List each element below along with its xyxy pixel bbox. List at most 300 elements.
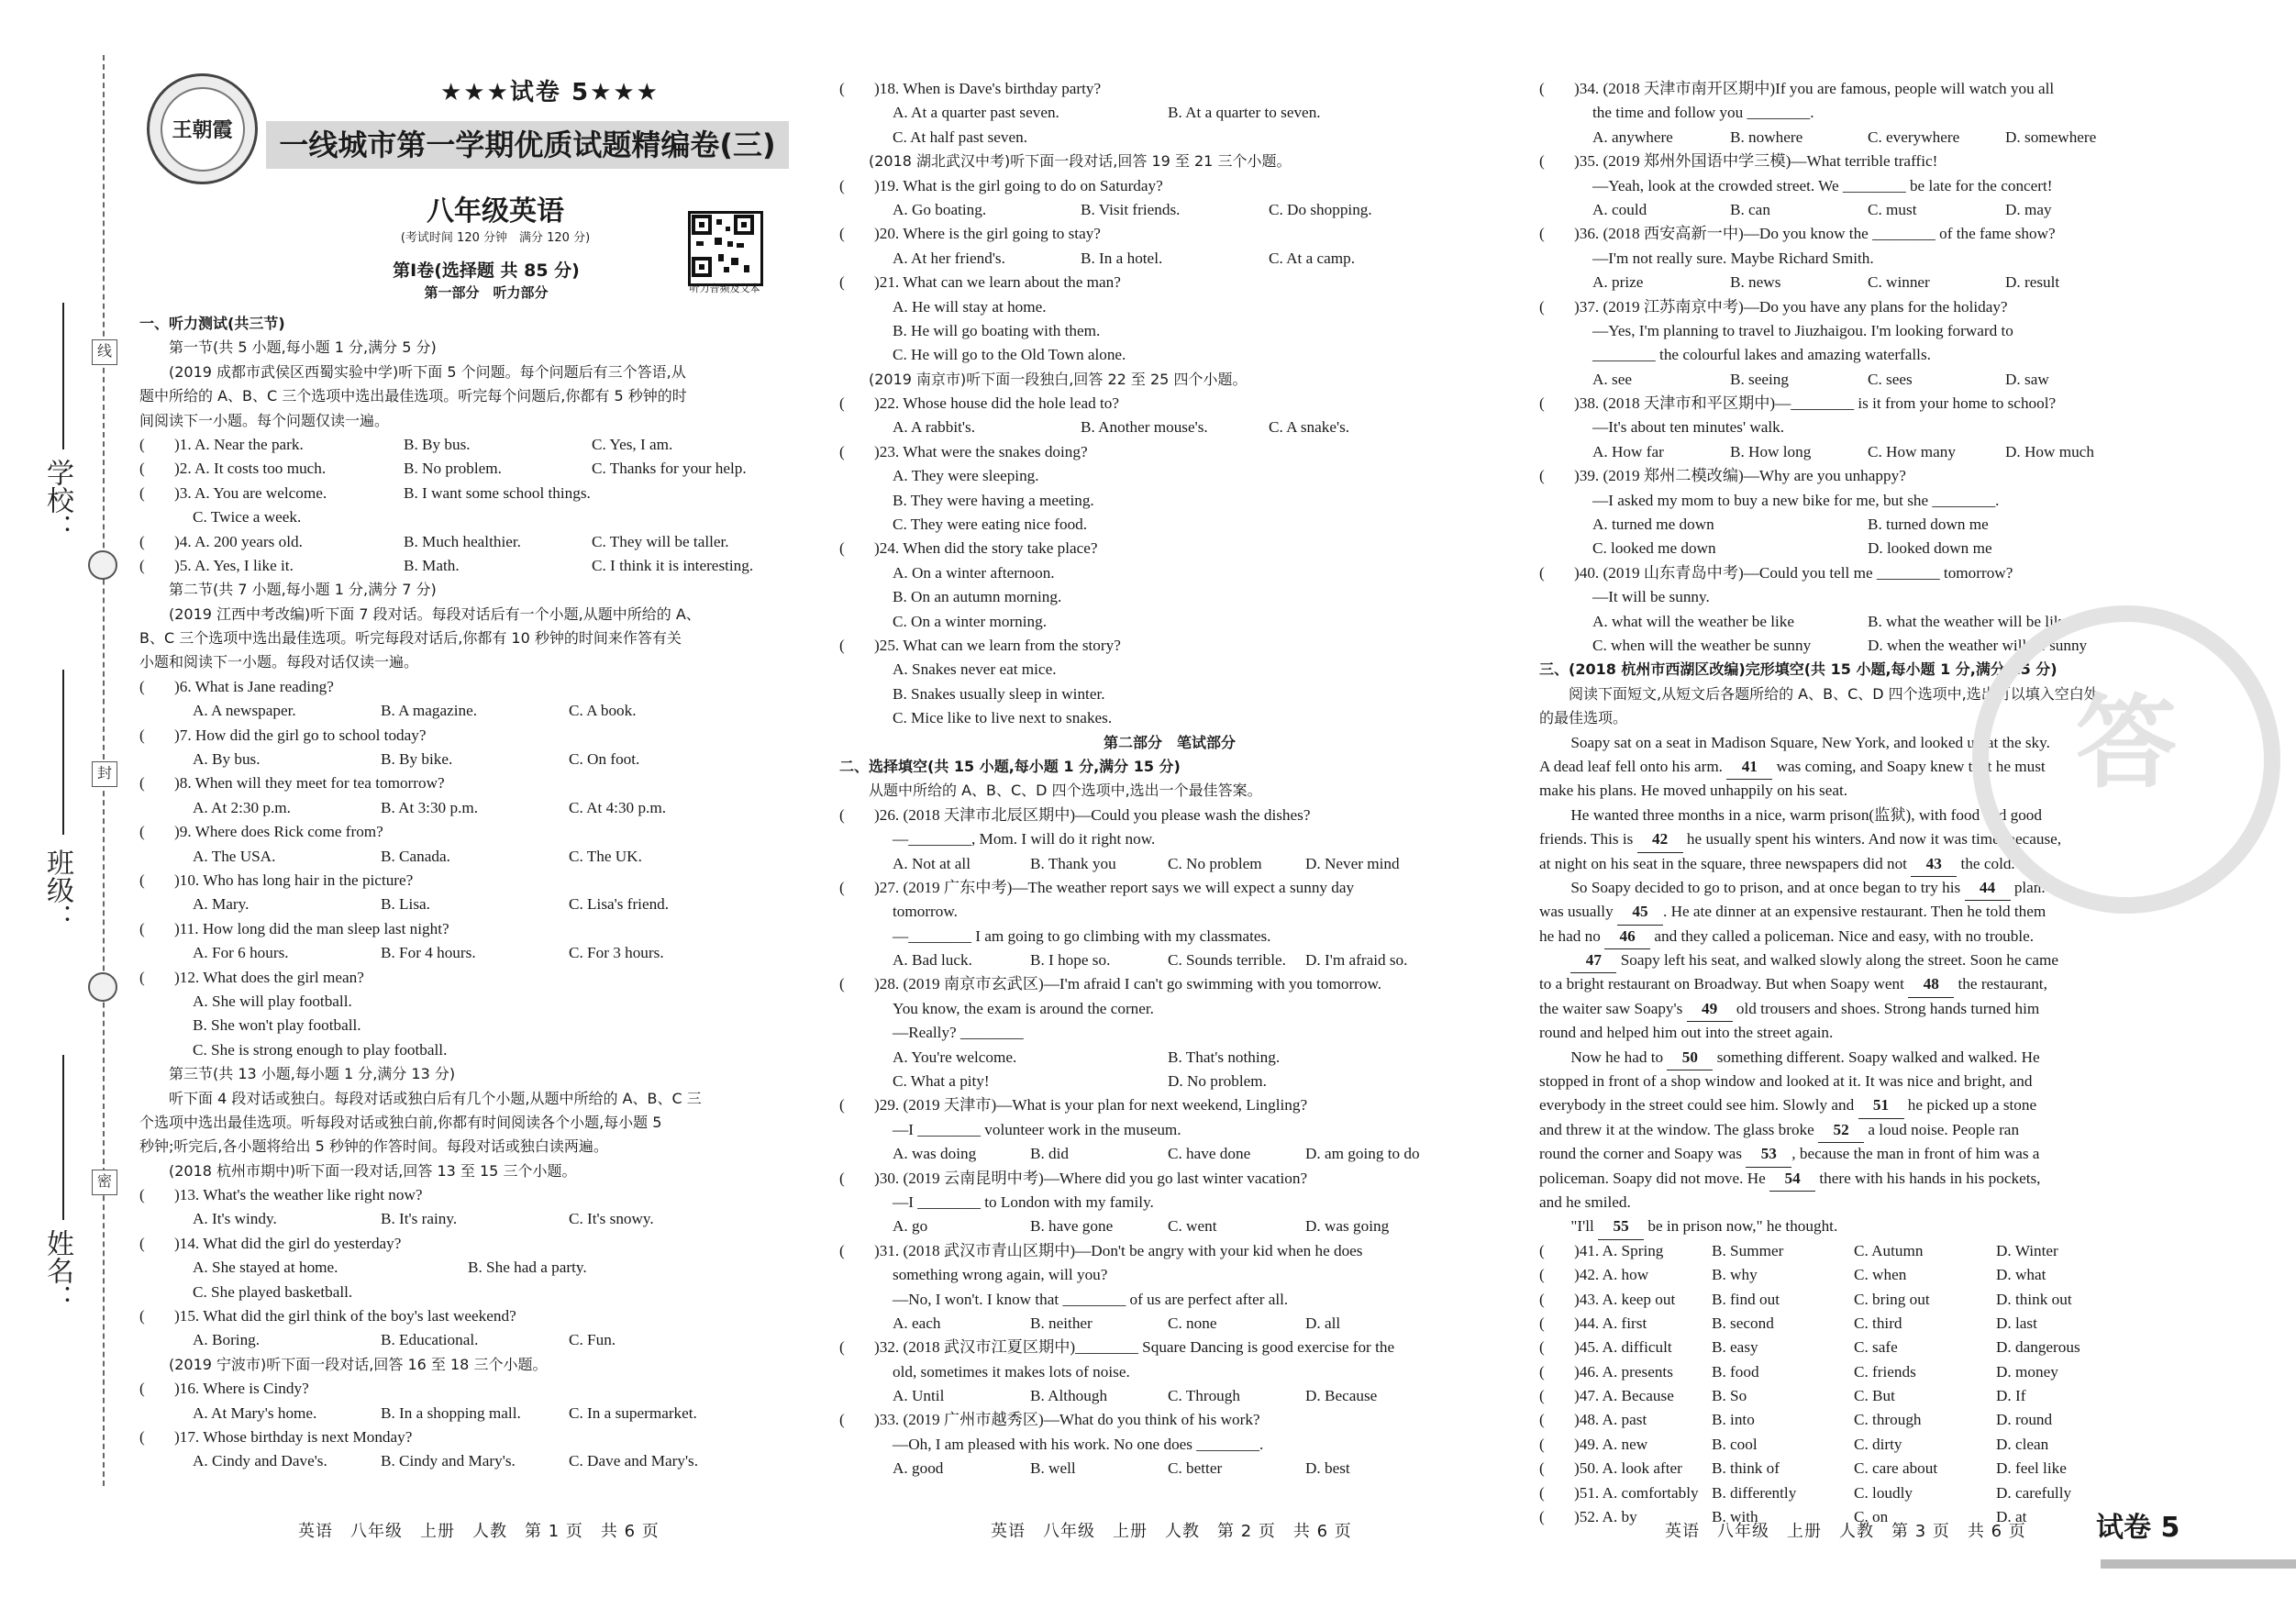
- option-row: [839, 1384, 1500, 1408]
- option-line: C. She is strong enough to play football.: [193, 1040, 448, 1059]
- answer-option: D. round: [1996, 1411, 2053, 1429]
- line: [139, 312, 818, 336]
- answer-option: C. when: [1854, 1266, 1907, 1284]
- line: [139, 1062, 818, 1086]
- qr-code[interactable]: [688, 211, 763, 286]
- line: [1539, 1312, 2200, 1336]
- line: [1539, 1433, 2200, 1457]
- line: [839, 368, 1500, 392]
- option-row: [139, 941, 818, 965]
- passage-line: [1539, 1167, 2200, 1192]
- qr-code-icon: [691, 214, 755, 278]
- question-stem: )12. What does the girl mean?: [174, 968, 364, 986]
- answer-option: B. neither: [1030, 1314, 1093, 1332]
- answer-option: C. It's snowy.: [569, 1210, 654, 1228]
- footer-page1: 英语 八年级 上册 人教 第 1 页 共 6 页: [298, 1522, 660, 1541]
- binding-hole: [88, 972, 117, 1002]
- line: [139, 457, 818, 481]
- line: [839, 1384, 1500, 1408]
- line: [139, 505, 818, 529]
- passage-text: the waiter saw Soapy's: [1539, 999, 1687, 1017]
- passage-line: [1539, 972, 2200, 997]
- line: [839, 900, 1500, 924]
- line: [1539, 392, 2200, 416]
- answer-bracket[interactable]: (: [1539, 394, 1545, 413]
- answer-bracket[interactable]: (: [839, 273, 845, 292]
- option-row: [839, 852, 1500, 876]
- option-row: [1539, 126, 2200, 150]
- answer-option: A. Go boating.: [893, 200, 987, 218]
- answer-option: B. At 3:30 p.m.: [381, 798, 479, 816]
- line: [839, 464, 1500, 488]
- cloze-blank[interactable]: 52: [1818, 1118, 1864, 1143]
- answer-bracket[interactable]: (: [1539, 1435, 1545, 1453]
- line: [839, 876, 1500, 900]
- line: [839, 222, 1500, 246]
- class-line[interactable]: [62, 670, 64, 835]
- answer-bracket[interactable]: (: [1539, 563, 1545, 582]
- answer-option: C. On foot.: [569, 750, 640, 769]
- question-stem: )5. A. Yes, I like it.: [174, 556, 294, 574]
- question-stem: )11. How long did the man sleep last night?: [174, 919, 449, 937]
- answer-bracket[interactable]: (: [1539, 1290, 1545, 1308]
- line: [139, 771, 818, 795]
- school-field: [37, 459, 73, 541]
- answer-option: A. Not at all: [893, 854, 971, 872]
- answer-option: B. I want some school things.: [404, 483, 591, 502]
- line: [839, 416, 1500, 439]
- answer-option: C. bring out: [1854, 1290, 1930, 1308]
- name-line[interactable]: [62, 1055, 64, 1220]
- instruction-text: (2019 成都市武侯区西蜀实验中学)听下面 5 个问题。每个问题后有三个答语,从: [139, 362, 686, 381]
- answer-option: D. How much: [2005, 442, 2094, 460]
- answer-bracket[interactable]: (: [139, 435, 145, 453]
- cloze-blank[interactable]: 48: [1908, 972, 1954, 997]
- answer-bracket[interactable]: (: [839, 1241, 845, 1259]
- answer-option: C. In a supermarket.: [569, 1403, 697, 1422]
- answer-option: C. A snake's.: [1269, 418, 1350, 437]
- answer-option: A. It's windy.: [193, 1210, 277, 1228]
- answer-bracket[interactable]: (: [839, 176, 845, 194]
- answer-option: A. A rabbit's.: [893, 418, 975, 437]
- answer-option: C. on: [1854, 1508, 1889, 1526]
- passage-text: Soapy left his seat, and walked slowly along the street. Soon he came: [1616, 951, 2059, 970]
- line: [139, 433, 818, 457]
- line: [839, 1336, 1500, 1359]
- line: [139, 1135, 818, 1159]
- line: [139, 554, 818, 578]
- answer-bracket[interactable]: (: [139, 1427, 145, 1446]
- line: [139, 675, 818, 699]
- option-line: old, sometimes it makes lots of noise.: [893, 1362, 1130, 1381]
- answer-option: A. Cindy and Dave's.: [193, 1452, 327, 1470]
- option-line: C. On a winter morning.: [893, 612, 1048, 630]
- answer-option: C. everywhere: [1868, 128, 1960, 146]
- option-line: —I ________ volunteer work in the museum.: [893, 1120, 1181, 1138]
- line: [139, 409, 818, 433]
- cloze-blank[interactable]: 43: [1911, 852, 1957, 877]
- line: [839, 1312, 1500, 1336]
- answer-bracket[interactable]: (: [1539, 1266, 1545, 1284]
- question-stem: )19. What is the girl going to do on Saturday?: [874, 176, 1163, 194]
- answer-bracket[interactable]: (: [139, 483, 145, 502]
- answer-option: B. It's rainy.: [381, 1210, 458, 1228]
- answer-option: B. Lisa.: [381, 895, 430, 914]
- passage-text: Now he had to: [1539, 1048, 1668, 1066]
- answer-option: D. I'm afraid so.: [1305, 951, 1408, 970]
- passage-text: he usually spent his winters. And now it was time, because,: [1682, 830, 2062, 848]
- line: [139, 336, 818, 360]
- answer-bracket[interactable]: (: [839, 805, 845, 824]
- line: [839, 997, 1500, 1021]
- line: [1539, 1142, 2200, 1166]
- line: [1539, 1070, 2200, 1093]
- line: [139, 1038, 818, 1062]
- cloze-blank[interactable]: 49: [1687, 997, 1733, 1022]
- answer-bracket[interactable]: (: [839, 878, 845, 896]
- option-line: C. He will go to the Old Town alone.: [893, 346, 1126, 364]
- subject-title: 八年级英语: [427, 195, 564, 227]
- question-stem: )4. A. 200 years old.: [174, 532, 303, 550]
- column-page1: [139, 312, 818, 1474]
- answer-bracket[interactable]: (: [139, 532, 145, 550]
- answer-bracket[interactable]: (: [1539, 152, 1545, 171]
- answer-bracket[interactable]: (: [839, 975, 845, 993]
- line: [139, 869, 818, 893]
- option-line: C. At half past seven.: [893, 128, 1028, 146]
- option-line: C. Mice like to live next to snakes.: [893, 709, 1113, 727]
- passage-line: [1539, 1142, 2200, 1167]
- brand-logo: [147, 73, 258, 184]
- answer-option: C. At a camp.: [1269, 249, 1356, 267]
- question-stem: )26. (2018 天津市北辰区期中)—Could you please wash the dishes?: [874, 805, 1311, 824]
- answer-option: C. A book.: [569, 702, 637, 720]
- cloze-blank[interactable]: 54: [1769, 1167, 1815, 1192]
- answer-bracket[interactable]: (: [1539, 297, 1545, 316]
- question-stem: )13. What's the weather like right now?: [174, 1186, 423, 1204]
- question-stem: )27. (2019 广东中考)—The weather report says we will expect a sunny day: [874, 878, 1355, 896]
- answer-bracket[interactable]: (: [139, 774, 145, 793]
- question-stem: )28. (2019 南京市玄武区)—I'm afraid I can't go swimming with you tomorrow.: [874, 975, 1382, 993]
- cloze-blank[interactable]: 51: [1858, 1093, 1904, 1118]
- answer-bracket[interactable]: (: [839, 1096, 845, 1115]
- line: [1539, 368, 2200, 392]
- cloze-blank[interactable]: 50: [1667, 1046, 1713, 1070]
- answer-bracket[interactable]: (: [1539, 1411, 1545, 1429]
- answer-bracket[interactable]: (: [1539, 1483, 1545, 1502]
- passage-text: make his plans. He moved unhappily on his seat.: [1539, 782, 1848, 800]
- passage-line: [1539, 1021, 2200, 1045]
- cloze-blank[interactable]: 47: [1570, 948, 1616, 973]
- line: [839, 198, 1500, 222]
- question-stem: )23. What were the snakes doing?: [874, 442, 1088, 460]
- answer-option: D. money: [1996, 1362, 2058, 1381]
- answer-option: C. when will the weather be sunny: [1592, 636, 1812, 654]
- name-label: 姓名：: [41, 1229, 73, 1312]
- instruction-text: 从题中所给的 A、B、C、D 四个选项中,选出一个最佳答案。: [839, 782, 1262, 800]
- line: [839, 1239, 1500, 1263]
- question-stem: )17. Whose birthday is next Monday?: [174, 1427, 413, 1446]
- answer-option: C. But: [1854, 1387, 1895, 1405]
- instruction-text: (2019 江西中考改编)听下面 7 段对话。每段对话后有一个小题,从题中所给的 A、: [139, 604, 701, 623]
- passage-text: and threw it at the window. The glass broke: [1539, 1120, 1819, 1138]
- line: [139, 917, 818, 941]
- answer-bracket[interactable]: (: [839, 394, 845, 413]
- answer-bracket[interactable]: (: [839, 636, 845, 654]
- school-line[interactable]: [62, 303, 64, 449]
- line: [839, 77, 1500, 101]
- answer-bracket[interactable]: (: [839, 1338, 845, 1357]
- cloze-blank[interactable]: 41: [1726, 755, 1772, 780]
- cloze-blank[interactable]: 42: [1637, 827, 1683, 852]
- passage-text: So Soapy decided to go to prison, and at once began to try his: [1539, 878, 1965, 896]
- question-stem: )3. A. You are welcome.: [174, 483, 327, 502]
- line: [839, 682, 1500, 706]
- line: [139, 603, 818, 627]
- answer-option: B. think of: [1712, 1459, 1780, 1478]
- answer-bracket[interactable]: (: [1539, 1508, 1545, 1526]
- answer-option: C. winner: [1868, 273, 1930, 292]
- answer-option: B. easy: [1712, 1338, 1758, 1357]
- line: [1539, 1046, 2200, 1070]
- question-stem: )46. A. presents: [1574, 1362, 1673, 1381]
- question-stem: )32. (2018 武汉市江夏区期中)________ Square Dancing is good exercise for the: [874, 1338, 1395, 1357]
- answer-bracket[interactable]: (: [839, 442, 845, 460]
- answer-bracket[interactable]: (: [1539, 225, 1545, 243]
- answer-bracket[interactable]: (: [1539, 1241, 1545, 1259]
- answer-option: C. Thanks for your help.: [592, 460, 747, 478]
- question-stem: )37. (2019 江苏南京中考)—Do you have any plans for the holiday?: [1574, 297, 2008, 316]
- answer-option: D. Never mind: [1305, 854, 1400, 872]
- option-line: —I'm not really sure. Maybe Richard Smith.: [1592, 249, 1874, 267]
- answer-bracket[interactable]: (: [139, 968, 145, 986]
- answer-bracket[interactable]: (: [139, 460, 145, 478]
- answer-option: C. friends: [1854, 1362, 1916, 1381]
- answer-bracket[interactable]: (: [839, 80, 845, 97]
- question-stem: )52. A. by: [1574, 1508, 1637, 1526]
- answer-option: A. see: [1592, 370, 1632, 388]
- answer-bracket[interactable]: (: [1539, 1459, 1545, 1478]
- answer-option: C. The UK.: [569, 847, 642, 865]
- line: [839, 440, 1500, 464]
- question-stem: )34. (2018 天津市南开区期中)If you are famous, people will watch you all: [1574, 80, 2055, 97]
- instruction-text: 个选项中选出最佳选项。听每段对话或独白前,你都有时间阅读各个小题,每小题 5: [139, 1113, 662, 1131]
- part1-subtitle: 第一部分 听力部分: [424, 284, 549, 301]
- line: [139, 1207, 818, 1231]
- answer-bracket[interactable]: (: [839, 539, 845, 558]
- brand-logo-text: 王朝霞: [161, 87, 245, 172]
- answer-option: C. What a pity!: [893, 1072, 990, 1091]
- question-stem: )21. What can we learn about the man?: [874, 273, 1121, 292]
- answer-option: D. looked down me: [1868, 539, 1992, 558]
- footer-page3: 英语 八年级 上册 人教 第 3 页 共 6 页: [1665, 1522, 2026, 1541]
- answer-bracket[interactable]: (: [1539, 467, 1545, 485]
- answer-option: D. last: [1996, 1314, 2037, 1332]
- question-stem: )48. A. past: [1574, 1411, 1647, 1429]
- answer-bracket[interactable]: (: [139, 823, 145, 841]
- line: [1539, 295, 2200, 319]
- answer-bracket[interactable]: (: [139, 726, 145, 744]
- answer-bracket[interactable]: (: [139, 1234, 145, 1252]
- passage-text: , because the man in front of him was a: [1791, 1145, 2040, 1163]
- question-stem: )45. A. difficult: [1574, 1338, 1672, 1357]
- answer-option: A. Boring.: [193, 1331, 261, 1349]
- option-row: [839, 198, 1500, 222]
- line: [839, 150, 1500, 173]
- line: [139, 530, 818, 554]
- passage-text: there with his hands in his pockets,: [1815, 1169, 2041, 1187]
- question-stem: )14. What did the girl do yesterday?: [174, 1234, 402, 1252]
- question-stem: )41. A. Spring: [1574, 1241, 1664, 1259]
- passage-text: he had no: [1539, 926, 1605, 945]
- line: [839, 561, 1500, 585]
- option-line: the time and follow you ________.: [1592, 104, 1814, 122]
- line: [139, 360, 818, 384]
- passage-text: at night on his seat in the square, three newspapers did not: [1539, 854, 1912, 872]
- answer-bracket[interactable]: (: [139, 556, 145, 574]
- answer-option: D. result: [2005, 273, 2060, 292]
- answer-option: D. Because: [1305, 1387, 1378, 1405]
- line: [139, 748, 818, 771]
- question-stem: )30. (2019 云南昆明中考)—Where did you go last winter vacation?: [874, 1169, 1308, 1187]
- line: [1539, 343, 2200, 367]
- option-row: [839, 101, 1500, 125]
- answer-option: B. Much healthier.: [404, 532, 521, 550]
- answer-option: C. none: [1168, 1314, 1217, 1332]
- line: [139, 1304, 818, 1328]
- answer-bracket[interactable]: (: [1539, 1362, 1545, 1381]
- answer-bracket[interactable]: (: [1539, 1387, 1545, 1405]
- school-label: 学校：: [41, 459, 73, 541]
- answer-option: A. The USA.: [193, 847, 276, 865]
- answer-bracket[interactable]: (: [839, 225, 845, 243]
- option-line: ________ the colourful lakes and amazing waterfalls.: [1592, 346, 1931, 364]
- option-line: —Yes, I'm planning to travel to Jiuzhaigou. I'm looking forward to: [1592, 321, 2013, 339]
- line: [839, 1167, 1500, 1191]
- cloze-blank[interactable]: 45: [1617, 900, 1663, 925]
- line: [839, 101, 1500, 125]
- answer-bracket[interactable]: (: [1539, 1338, 1545, 1357]
- answer-option: A. each: [893, 1314, 941, 1332]
- instruction-text: 的最佳选项。: [1539, 709, 1628, 727]
- answer-option: D. what: [1996, 1266, 2046, 1284]
- cloze-blank[interactable]: 55: [1598, 1214, 1644, 1239]
- answer-option: A. was doing: [893, 1145, 977, 1163]
- answer-option: A. For 6 hours.: [193, 944, 289, 962]
- option-line: C. They were eating nice food.: [893, 516, 1088, 534]
- line: [839, 1070, 1500, 1093]
- question-stem: )7. How did the girl go to school today?: [174, 726, 427, 744]
- answer-option: C. No problem: [1168, 854, 1262, 872]
- line: [139, 893, 818, 916]
- answer-bracket[interactable]: (: [139, 871, 145, 889]
- answer-option: B. with: [1712, 1508, 1758, 1526]
- instruction-text: 小题和阅读下一小题。每段对话仅读一遍。: [139, 653, 419, 671]
- answer-option: D. may: [2005, 200, 2052, 218]
- instruction-text: 第三节(共 13 小题,每小题 1 分,满分 13 分): [139, 1065, 456, 1083]
- option-row: [139, 1402, 818, 1425]
- line: [1539, 537, 2200, 560]
- answer-option: A. You're welcome.: [893, 1048, 1017, 1066]
- line: [139, 1328, 818, 1352]
- line: [839, 1093, 1500, 1117]
- passage-text: stopped in front of a shop window and looked at it. It was nice and bright, and: [1539, 1072, 2033, 1091]
- instruction-text: 题中所给的 A、B、C 三个选项中选出最佳选项。听完每个问题后,你都有 5 秒钟的时: [139, 387, 687, 405]
- answer-bracket[interactable]: (: [139, 677, 145, 695]
- line: [1539, 247, 2200, 271]
- line: [839, 1118, 1500, 1142]
- cloze-blank[interactable]: 46: [1604, 925, 1650, 949]
- line: [1539, 1093, 2200, 1117]
- answer-option: B. Math.: [404, 556, 460, 574]
- answer-option: A. Mary.: [193, 895, 250, 914]
- line: [139, 796, 818, 820]
- line: [139, 990, 818, 1014]
- answer-option: B. So: [1712, 1387, 1747, 1405]
- line: [839, 706, 1500, 730]
- option-row: [139, 748, 818, 771]
- option-row: [839, 1312, 1500, 1336]
- line: [139, 1281, 818, 1304]
- answer-bracket[interactable]: (: [139, 1186, 145, 1204]
- option-line: A. He will stay at home.: [893, 297, 1047, 316]
- line: [139, 1159, 818, 1183]
- instruction-text: B、C 三个选项中选出最佳选项。听完每段对话后,你都有 10 秒钟的时间来作答有关: [139, 629, 682, 648]
- line: [139, 1425, 818, 1449]
- answer-option: B. I hope so.: [1030, 951, 1111, 970]
- answer-option: B. news: [1730, 273, 1781, 292]
- answer-bracket[interactable]: (: [1539, 80, 1545, 97]
- line: [1539, 585, 2200, 609]
- cloze-blank[interactable]: 44: [1965, 876, 2011, 901]
- instruction-text: 第一节(共 5 小题,每小题 1 分,满分 5 分): [139, 338, 437, 357]
- exam-header: [147, 73, 807, 301]
- answer-option: A. anywhere: [1592, 128, 1673, 146]
- answer-option: B. No problem.: [404, 460, 502, 478]
- answer-bracket[interactable]: (: [839, 1411, 845, 1429]
- answer-bracket[interactable]: (: [839, 1169, 845, 1187]
- answer-option: B. food: [1712, 1362, 1759, 1381]
- option-line: —It will be sunny.: [1592, 588, 1710, 606]
- option-row: [139, 699, 818, 723]
- seal-char-mi: 密: [92, 1170, 117, 1195]
- answer-option: B. Educational.: [381, 1331, 479, 1349]
- answer-option: D. If: [1996, 1387, 2026, 1405]
- answer-option: C. Do shopping.: [1269, 200, 1372, 218]
- line: [1539, 198, 2200, 222]
- answer-option: C. through: [1854, 1411, 1922, 1429]
- option-row: [1539, 368, 2200, 392]
- answer-bracket[interactable]: (: [139, 919, 145, 937]
- answer-bracket[interactable]: (: [139, 1307, 145, 1325]
- line: [1539, 1336, 2200, 1359]
- answer-option: C. must: [1868, 200, 1917, 218]
- line: [839, 1191, 1500, 1214]
- line: [139, 650, 818, 674]
- answer-option: C. I think it is interesting.: [592, 556, 754, 574]
- answer-option: D. was going: [1305, 1217, 1390, 1236]
- instruction-text: 第二节(共 7 小题,每小题 1 分,满分 7 分): [139, 581, 437, 599]
- option-line: A. On a winter afternoon.: [893, 563, 1055, 582]
- question-stem: )51. A. comfortably: [1574, 1483, 1699, 1502]
- question-stem: )25. What can we learn from the story?: [874, 636, 1121, 654]
- question-stem: )18. When is Dave's birthday party?: [874, 80, 1102, 97]
- answer-bracket[interactable]: (: [1539, 1314, 1545, 1332]
- answer-bracket[interactable]: (: [139, 1380, 145, 1398]
- answer-option: B. differently: [1712, 1483, 1797, 1502]
- question-stem: )29. (2019 天津市)—What is your plan for next weekend, Lingling?: [874, 1096, 1308, 1115]
- cloze-blank[interactable]: 53: [1746, 1142, 1791, 1167]
